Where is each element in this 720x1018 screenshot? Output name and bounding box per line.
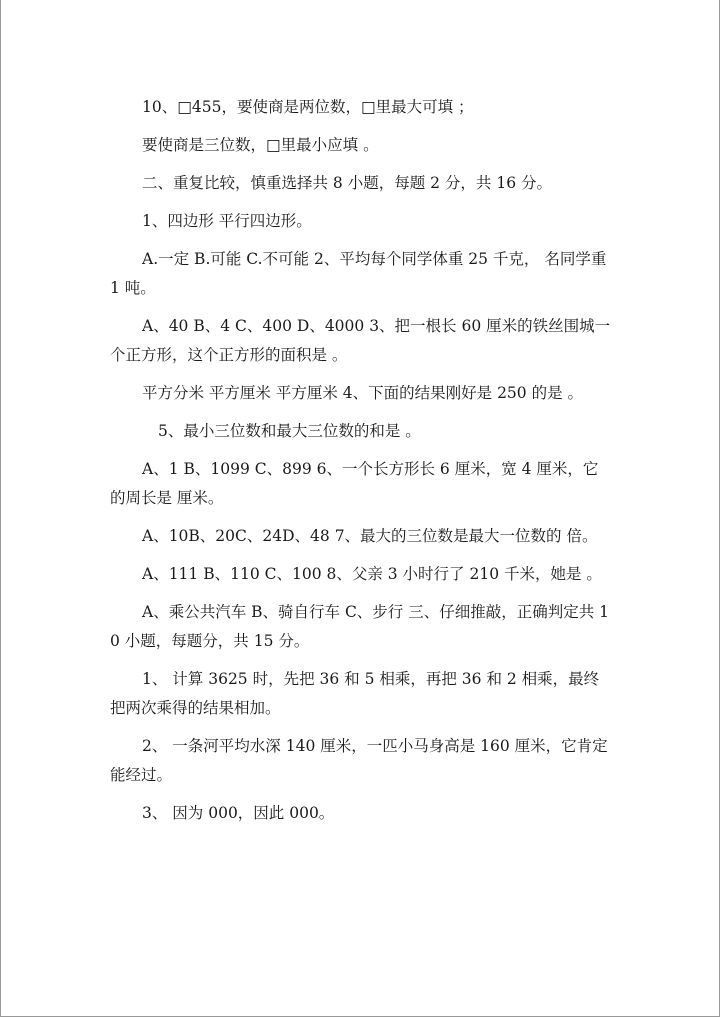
question-6: A、1 B、1099 C、899 6、一个长方形长 6 厘米，宽 4 厘米，它的周长是 厘米。 <box>110 460 599 507</box>
judgment-3: 3、 因为 000，因此 000。 <box>142 804 335 822</box>
document-body <box>110 93 612 837</box>
question-7: A、10B、20C、24D、48 7、最大的三位数是最大一位数的 倍。 <box>142 527 598 545</box>
judgment-2: 2、 一条河平均水深 140 厘米，一匹小马身高是 160 厘米，它肯定能经过。 <box>110 737 608 784</box>
question-1: 1、四边形 平行四边形。 <box>142 212 312 230</box>
paragraph-q10-line2: 要使商是三位数，□里最小应填 。 <box>142 136 379 154</box>
section-two-heading: 二、重复比较，慎重选择共 8 小题，每题 2 分，共 16 分。 <box>142 174 553 192</box>
question-3: A、40 B、4 C、400 D、4000 3、把一根长 60 厘米的铁丝围城一个正方形，这个正方形的面积是 。 <box>110 317 611 364</box>
paragraph-q10-line1: 10、□455，要使商是两位数，□里最大可填 ； <box>142 98 474 116</box>
judgment-1: 1、 计算 3625 时，先把 36 和 5 相乘，再把 36 和 2 相乘，最终把两次乘得的结果相加。 <box>110 670 600 717</box>
section-three-heading: A、乘公共汽车 B、骑自行车 C、步行 三、仔细推敲，正确判定共 10 小题，每题分，共 15 分。 <box>110 603 610 650</box>
question-2: A.一定 B.可能 C.不可能 2、平均每个同学体重 25 千克， 名同学重 1 吨。 <box>110 250 612 297</box>
question-5: 5、最小三位数和最大三位数的和是 。 <box>158 422 421 440</box>
question-8: A、111 B、110 C、100 8、父亲 3 小时行了 210 千米，她是 。 <box>142 565 602 583</box>
question-4: 平方分米 平方厘米 平方厘米 4、下面的结果刚好是 250 的是 。 <box>142 384 584 402</box>
